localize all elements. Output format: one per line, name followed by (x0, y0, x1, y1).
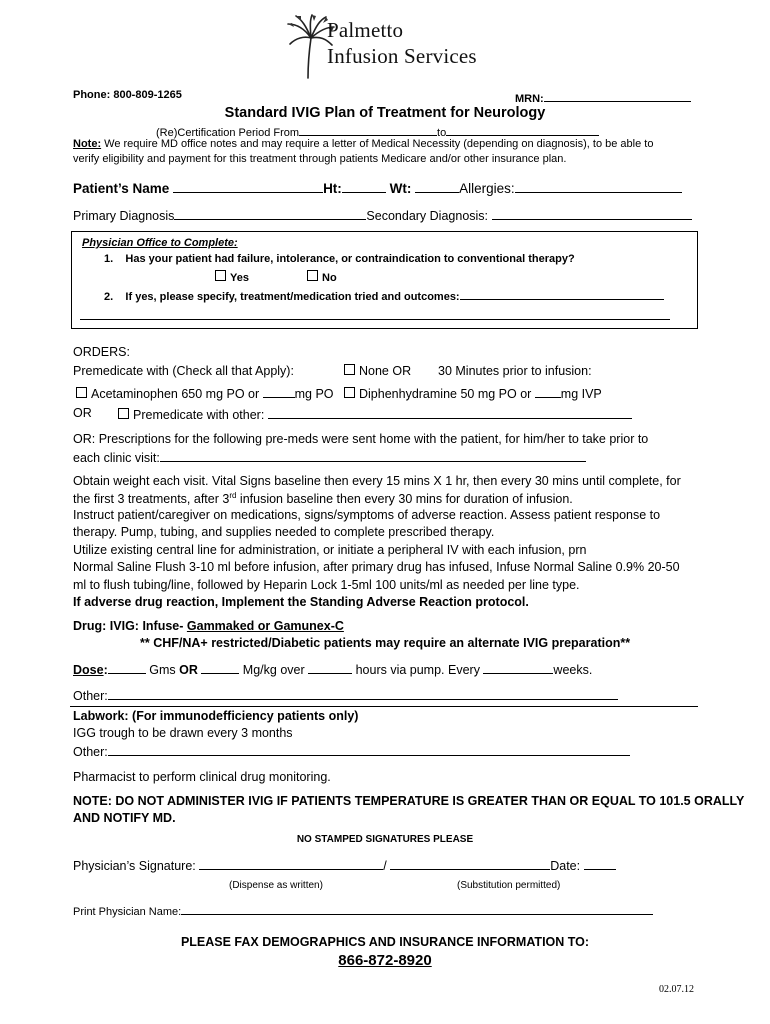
form-title: Standard IVIG Plan of Treatment for Neurology (224, 105, 546, 121)
vitals-line7: ml to flush tubing/line, followed by Heparin Lock 1-5ml 100 units/ml as needed per line type. (73, 578, 580, 592)
cert-from-field[interactable] (299, 123, 437, 136)
drug-line: Drug: IVIG: Infuse- Gammaked or Gamunex-C (73, 619, 344, 633)
igg-trough: IGG trough to be drawn every 3 months (73, 726, 293, 740)
vitals-line6: Normal Saline Flush 3-10 ml before infusion, after primary drug has infused, Infuse Normal Saline 0.9% 20-50 (73, 560, 680, 574)
diphenhydramine-option[interactable]: Diphenhydramine 50 mg PO or mg IVP (344, 385, 602, 401)
primary-diagnosis-field[interactable] (174, 207, 366, 220)
print-physician-name: Print Physician Name: (73, 902, 653, 918)
prescriptions-line2: each clinic visit: (73, 449, 586, 465)
or-label: OR (73, 406, 92, 420)
other-line-1: Other: (73, 687, 618, 703)
phone-number: Phone: 800-809-1265 (73, 89, 182, 101)
premedicate-label: Premedicate with (Check all that Apply): (73, 364, 294, 378)
vitals-line5: Utilize existing central line for administration, or initiate a peripheral IV with each infusion, prn (73, 543, 587, 557)
vitals-line2: the first 3 treatments, after 3rd infusion baseline then every 30 mins for duration of infusion. (73, 491, 573, 507)
patient-info-row: Patient’s Name Ht: Wt: Allergies: (73, 180, 682, 196)
yes-option[interactable]: Yes (215, 270, 249, 284)
premedicate-other-option[interactable]: Premedicate with other: (118, 406, 632, 422)
allergies-field[interactable] (515, 180, 682, 193)
fax-label: PLEASE FAX DEMOGRAPHICS AND INSURANCE INFORMATION TO: (180, 935, 590, 949)
certification-period: (Re)Certification Period From to (156, 123, 599, 139)
note-line1: Note: We require MD office notes and may require a letter of Medical Necessity (depending on diagnosis), to be able to (73, 138, 654, 150)
other-field-1[interactable] (108, 687, 618, 700)
temperature-warning-line2: AND NOTIFY MD. (73, 811, 176, 825)
dose-mgkg-field[interactable] (201, 661, 239, 674)
labwork-heading: Labwork: (For immunodefficiency patients only) (73, 709, 359, 723)
adverse-reaction-protocol: If adverse drug reaction, Implement the Standing Adverse Reaction protocol. (73, 595, 529, 609)
dose-gms-field[interactable] (108, 661, 146, 674)
diagnosis-row: Primary Diagnosis Secondary Diagnosis: (73, 207, 692, 223)
question-1: 1. Has your patient had failure, intolerance, or contraindication to conventional therapy? (104, 253, 575, 265)
diphenhydramine-dose-field[interactable] (535, 385, 561, 398)
prior-to-infusion-label: 30 Minutes prior to infusion: (438, 364, 592, 378)
mrn-label: MRN: (515, 89, 691, 105)
patient-name-field[interactable] (173, 180, 323, 193)
none-checkbox[interactable] (344, 364, 355, 375)
substitution-permitted: (Substitution permitted) (457, 880, 561, 891)
pharmacist-monitoring: Pharmacist to perform clinical drug monitoring. (73, 770, 331, 784)
none-option[interactable]: None OR (344, 364, 411, 378)
diphenhydramine-checkbox[interactable] (344, 387, 355, 398)
signature-dispense-field[interactable] (199, 857, 383, 870)
height-field[interactable] (342, 180, 386, 193)
section-divider (70, 706, 698, 707)
labwork-other: Other: (73, 743, 630, 759)
secondary-diagnosis-field[interactable] (492, 207, 692, 220)
print-name-field[interactable] (181, 902, 653, 915)
orders-heading: ORDERS: (73, 345, 130, 359)
logo-line1: Palmetto (327, 18, 404, 42)
acetaminophen-checkbox[interactable] (76, 387, 87, 398)
no-checkbox[interactable] (307, 270, 318, 281)
date-field[interactable] (584, 857, 616, 870)
acetaminophen-dose-field[interactable] (263, 385, 295, 398)
mrn-field[interactable] (544, 89, 691, 102)
treatment-outcomes-line[interactable] (80, 319, 670, 320)
premedicate-other-field[interactable] (268, 406, 632, 419)
labwork-other-field[interactable] (108, 743, 630, 756)
drug-warning: ** CHF/NA+ restricted/Diabetic patients may require an alternate IVIG preparation** (140, 636, 631, 650)
drug-name: Gammaked or Gamunex-C (186, 619, 344, 633)
physician-office-heading: Physician Office to Complete: (82, 237, 238, 249)
weight-field[interactable] (415, 180, 459, 193)
cert-to-field[interactable] (446, 123, 599, 136)
version-code: 02.07.12 (659, 984, 694, 995)
signature-substitution-field[interactable] (390, 857, 550, 870)
prescriptions-field[interactable] (160, 449, 586, 462)
dispense-as-written: (Dispense as written) (229, 880, 323, 891)
question-2: 2. If yes, please specify, treatment/medication tried and outcomes: (104, 287, 664, 303)
signature-row: Physician’s Signature: / Date: (73, 857, 616, 873)
temperature-warning-line1: NOTE: DO NOT ADMINISTER IVIG IF PATIENTS TEMPERATURE IS GREATER THAN OR EQUAL TO 101.5 ORALLY (73, 794, 745, 808)
dose-line: Dose: Gms OR Mg/kg over hours via pump. Every weeks. (73, 663, 593, 677)
logo-line2: Infusion Services (327, 44, 477, 68)
acetaminophen-option[interactable]: Acetaminophen 650 mg PO or mg PO (76, 385, 334, 401)
vitals-line3: Instruct patient/caregiver on medications, signs/symptoms of adverse reaction. Assess patient response to (73, 508, 661, 522)
dose-weeks-field[interactable] (483, 661, 553, 674)
premedicate-other-checkbox[interactable] (118, 408, 129, 419)
note-line2: verify eligibility and payment for this treatment through patients Medicare and/or other insurance plan. (73, 153, 567, 165)
yes-checkbox[interactable] (215, 270, 226, 281)
vitals-line4: therapy. Pump, tubing, and supplies needed to complete prescribed therapy. (73, 525, 495, 539)
vitals-line1: Obtain weight each visit. Vital Signs baseline then every 15 mins X 1 hr, then every 30 mins until complete, for (73, 474, 681, 488)
dose-hours-field[interactable] (308, 661, 352, 674)
fax-number: 866-872-8920 (338, 952, 432, 969)
no-stamped-signatures: NO STAMPED SIGNATURES PLEASE (296, 834, 474, 845)
prescriptions-line1: OR: Prescriptions for the following pre-meds were sent home with the patient, for him/her to take prior to (73, 432, 649, 446)
treatment-outcomes-field[interactable] (460, 287, 664, 300)
no-option[interactable]: No (307, 270, 337, 284)
